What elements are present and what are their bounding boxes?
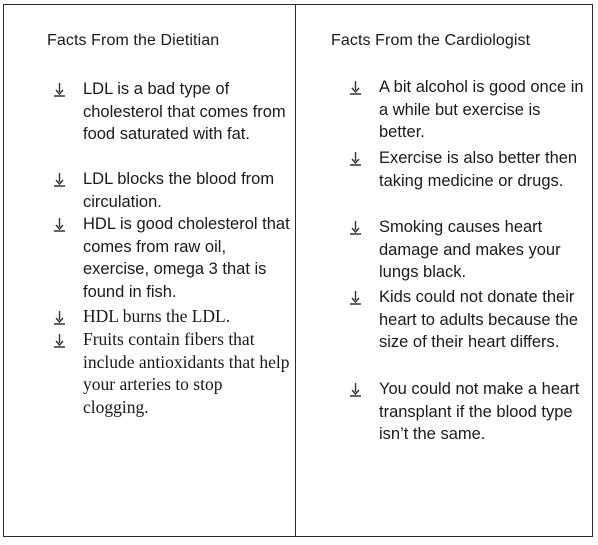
list-item <box>336 216 588 286</box>
arrow-down-bullet-icon <box>349 150 362 165</box>
list-item <box>40 213 292 305</box>
arrow-down-bullet-icon <box>53 331 66 346</box>
cardiologist-list <box>336 76 588 446</box>
list-item-text: Fruits contain fibers that include antioxidants that help your arteries to stop clogging. <box>83 329 290 417</box>
list-item-text: You could not make a heart transplant if the blood type isn’t the same. <box>379 380 580 444</box>
list-item <box>336 378 588 446</box>
list-item-text: LDL is a bad type of cholesterol that comes from food saturated with fat. <box>83 80 286 144</box>
list-item-text: A bit alcohol is good once in a while but exercise is better. <box>379 78 584 142</box>
list-item <box>336 286 588 378</box>
list-item-text: Exercise is also better then taking medicine or drugs. <box>379 149 578 190</box>
arrow-down-bullet-icon <box>53 81 66 96</box>
dietitian-heading: Facts From the Dietitian <box>47 32 220 49</box>
arrow-down-bullet-icon <box>53 216 66 231</box>
list-item <box>336 147 588 216</box>
list-item <box>40 328 292 418</box>
list-item <box>336 76 588 147</box>
arrow-down-bullet-icon <box>53 308 66 323</box>
list-item <box>40 78 292 168</box>
column-divider <box>295 4 296 537</box>
cardiologist-heading: Facts From the Cardiologist <box>331 32 531 49</box>
dietitian-list <box>40 78 292 418</box>
list-item-text: Kids could not donate their heart to adults because the size of their heart differs. <box>379 288 579 352</box>
arrow-down-bullet-icon <box>349 79 362 94</box>
arrow-down-bullet-icon <box>349 289 362 304</box>
arrow-down-bullet-icon <box>349 381 362 396</box>
list-item <box>40 168 292 213</box>
list-item-text: HDL is good cholesterol that comes from raw oil, exercise, omega 3 that is found in fish. <box>83 215 290 301</box>
arrow-down-bullet-icon <box>349 219 362 234</box>
arrow-down-bullet-icon <box>53 171 66 186</box>
list-item-text: Smoking causes heart damage and makes your lungs black. <box>379 218 561 282</box>
list-item-text: HDL burns the LDL. <box>83 306 231 326</box>
list-item-text: LDL blocks the blood from circulation. <box>83 170 275 211</box>
list-item <box>40 305 292 328</box>
